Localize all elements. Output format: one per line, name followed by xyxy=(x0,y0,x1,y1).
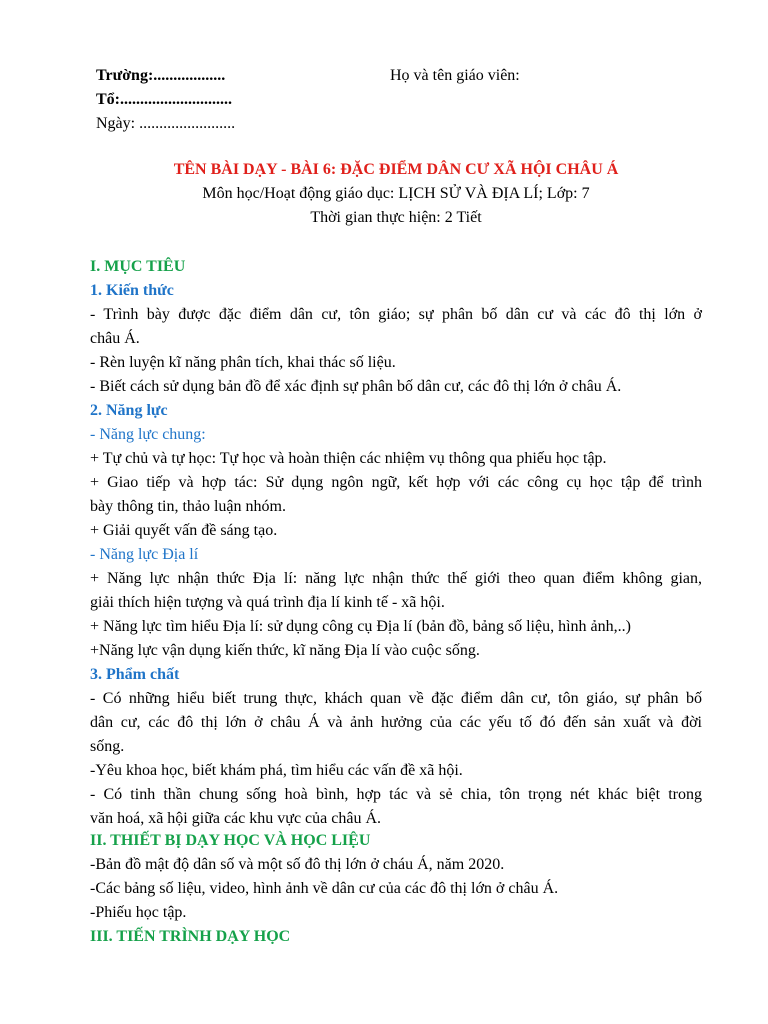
general-competency-line: bày thông tin, thảo luận nhóm. xyxy=(90,498,286,515)
date-field: Ngày: ........................ xyxy=(96,115,236,132)
section-2-heading: II. THIẾT BỊ DẠY HỌC VÀ HỌC LIỆU xyxy=(90,832,371,849)
competency-heading: 2. Năng lực xyxy=(90,402,168,419)
knowledge-line: - Biết cách sử dụng bản đồ để xác định sự phân bố dân cư, các đô thị lớn ở châu Á. xyxy=(90,378,622,395)
knowledge-line: - Rèn luyện kĩ năng phân tích, khai thác số liệu. xyxy=(90,354,396,371)
equipment-line: -Phiếu học tập. xyxy=(90,904,187,921)
lesson-title: TÊN BÀI DẠY - BÀI 6: ĐẶC ĐIỂM DÂN CƯ XÃ HỘI CHÂU Á xyxy=(173,161,619,178)
qualities-line: - Có tinh thần chung sống hoà bình, hợp tác và sẻ chia, tôn trọng nét khác biệt trong xyxy=(90,786,702,803)
equipment-line: -Bản đồ mật độ dân số và một số đô thị lớn ở cháu Á, năm 2020. xyxy=(90,856,505,873)
general-competency-heading: - Năng lực chung: xyxy=(90,426,206,443)
general-competency-line: + Giao tiếp và hợp tác: Sử dụng ngôn ngữ, kết hợp với các công cụ học tập để trình xyxy=(90,474,702,491)
qualities-line: -Yêu khoa học, biết khám phá, tìm hiểu các vấn đề xã hội. xyxy=(90,762,463,779)
general-competency-line: + Giải quyết vấn đề sáng tạo. xyxy=(90,522,278,539)
knowledge-line: châu Á. xyxy=(90,330,140,347)
geo-competency-heading: - Năng lực Địa lí xyxy=(90,546,199,563)
geo-competency-line: + Năng lực nhận thức Địa lí: năng lực nhận thức thế giới theo quan điểm không gian, xyxy=(90,570,702,587)
department-field: Tổ:............................ xyxy=(96,91,232,108)
knowledge-line: - Trình bày được đặc điểm dân cư, tôn giáo; sự phân bố dân cư và các đô thị lớn ở xyxy=(90,306,702,323)
qualities-line: dân cư, các đô thị lớn ở châu Á và ảnh hưởng của các yếu tố đó đến sản xuất và đời xyxy=(90,714,702,731)
geo-competency-line: giải thích hiện tượng và quá trình địa lí kinh tế - xã hội. xyxy=(90,594,445,611)
qualities-line: văn hoá, xã hội giữa các khu vực của châu Á. xyxy=(90,810,382,827)
knowledge-heading: 1. Kiến thức xyxy=(90,282,174,299)
qualities-line: - Có những hiểu biết trung thực, khách quan về đặc điểm dân cư, tôn giáo, sự phân bố xyxy=(90,690,702,707)
duration-line: Thời gian thực hiện: 2 Tiết xyxy=(310,209,482,226)
section-3-heading: III. TIẾN TRÌNH DẠY HỌC xyxy=(90,928,291,945)
section-1-heading: I. MỤC TIÊU xyxy=(90,258,186,275)
geo-competency-line: + Năng lực tìm hiểu Địa lí: sử dụng công cụ Địa lí (bản đồ, bảng số liệu, hình ảnh,..) xyxy=(90,618,631,635)
general-competency-line: + Tự chủ và tự học: Tự học và hoàn thiện các nhiệm vụ thông qua phiếu học tập. xyxy=(90,450,607,467)
geo-competency-line: +Năng lực vận dụng kiến thức, kĩ năng Địa lí vào cuộc sống. xyxy=(90,642,480,659)
subject-line: Môn học/Hoạt động giáo dục: LỊCH SỬ VÀ ĐỊA LÍ; Lớp: 7 xyxy=(202,185,590,202)
qualities-heading: 3. Phẩm chất xyxy=(90,666,180,683)
teacher-name-field: Họ và tên giáo viên: xyxy=(390,67,520,84)
qualities-line: sống. xyxy=(90,738,125,755)
school-field: Trường:.................. xyxy=(96,67,226,84)
equipment-line: -Các bảng số liệu, video, hình ảnh về dân cư của các đô thị lớn ở châu Á. xyxy=(90,880,559,897)
